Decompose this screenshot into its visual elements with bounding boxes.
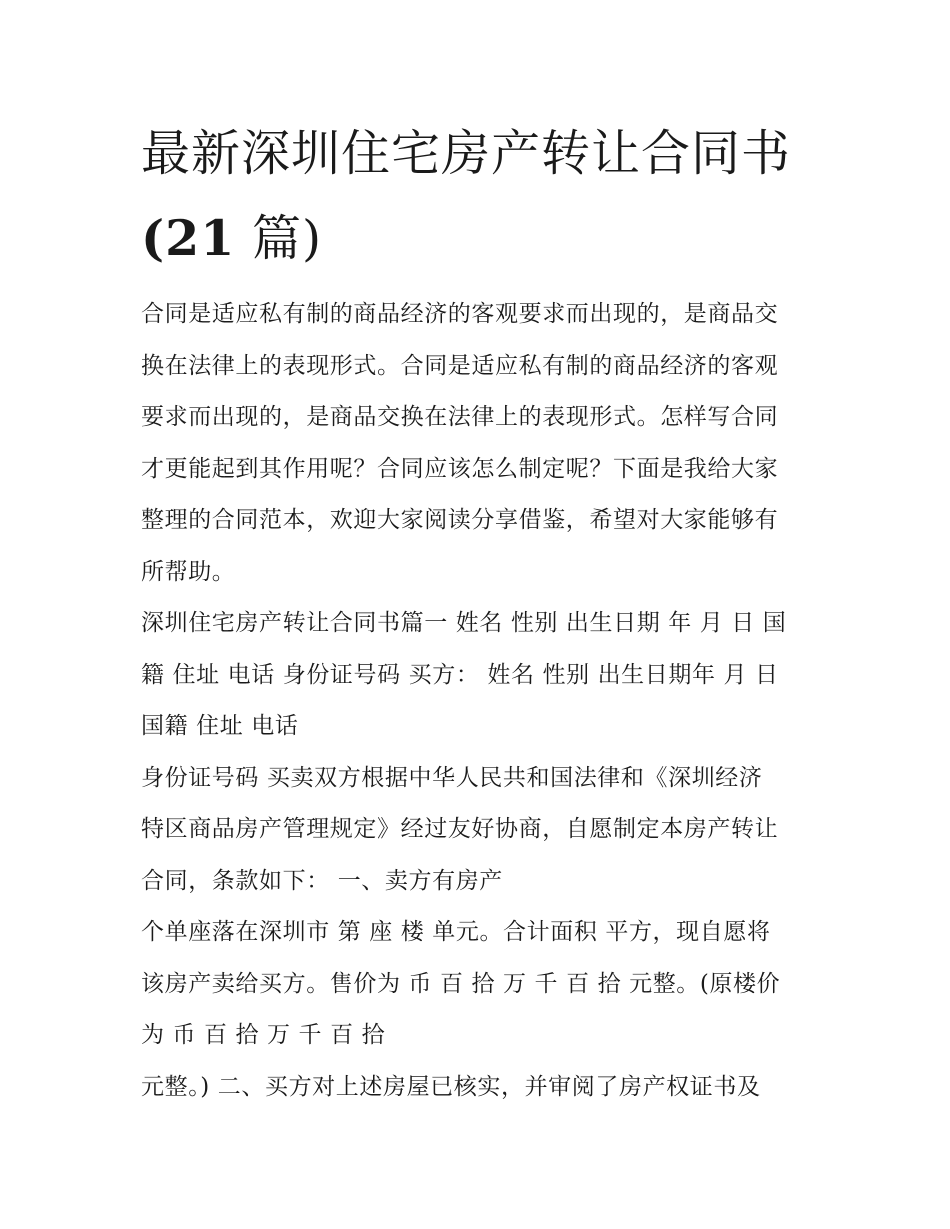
title-count: (21 xyxy=(141,209,236,267)
text-line: 国籍 住址 电话 xyxy=(141,713,299,739)
text-line: 才更能起到其作用呢？合同应该怎么制定呢？下面是我给大家 xyxy=(141,455,779,482)
text-line: 所帮助。 xyxy=(141,558,236,585)
title-line-1: 最新深圳住宅房产转让合同书 xyxy=(141,125,792,182)
text-line: 该房产卖给买方。售价为 币 百 拾 万 千 百 拾 元整。(原楼价 xyxy=(141,970,781,997)
text-line: 为 币 百 拾 万 千 百 拾 xyxy=(141,1022,386,1048)
text-line: 身份证号码 买卖双方根据中华人民共和国法律和《深圳经济 xyxy=(141,764,763,791)
text-line: 要求而出现的，是商品交换在法律上的表现形式。怎样写合同 xyxy=(141,404,779,430)
document-title xyxy=(141,112,821,281)
title-line-2 xyxy=(141,196,821,281)
text-line: 整理的合同范本，欢迎大家阅读分享借鉴，希望对大家能够有 xyxy=(141,507,779,533)
text-line: 籍 住址 电话 身份证号码 买方： 姓名 性别 出生日期年 月 日 xyxy=(141,661,779,688)
paragraph-parties xyxy=(141,598,821,753)
title-suffix: 篇) xyxy=(235,210,323,267)
paragraph-property xyxy=(141,907,821,1062)
document-page xyxy=(141,112,821,1113)
text-line: 特区商品房产管理规定》经过友好协商，自愿制定本房产转让 xyxy=(141,816,779,842)
paragraph-intro xyxy=(141,289,821,598)
paragraph-clause-two xyxy=(141,1062,821,1114)
text-line: 元整。) 二、买方对上述房屋已核实，并审阅了房产权证书及 xyxy=(141,1073,761,1100)
text-line: 合同，条款如下： 一、卖方有房产 xyxy=(141,867,503,894)
text-line: 深圳住宅房产转让合同书篇一 姓名 性别 出生日期 年 月 日 国 xyxy=(141,610,787,636)
text-line: 换在法律上的表现形式。合同是适应私有制的商品经济的客观 xyxy=(141,352,779,379)
text-line: 合同是适应私有制的商品经济的客观要求而出现的，是商品交 xyxy=(141,301,779,327)
paragraph-agreement xyxy=(141,753,821,908)
text-line: 个单座落在深圳市 第 座 楼 单元。合计面积 平方，现自愿将 xyxy=(141,919,771,945)
